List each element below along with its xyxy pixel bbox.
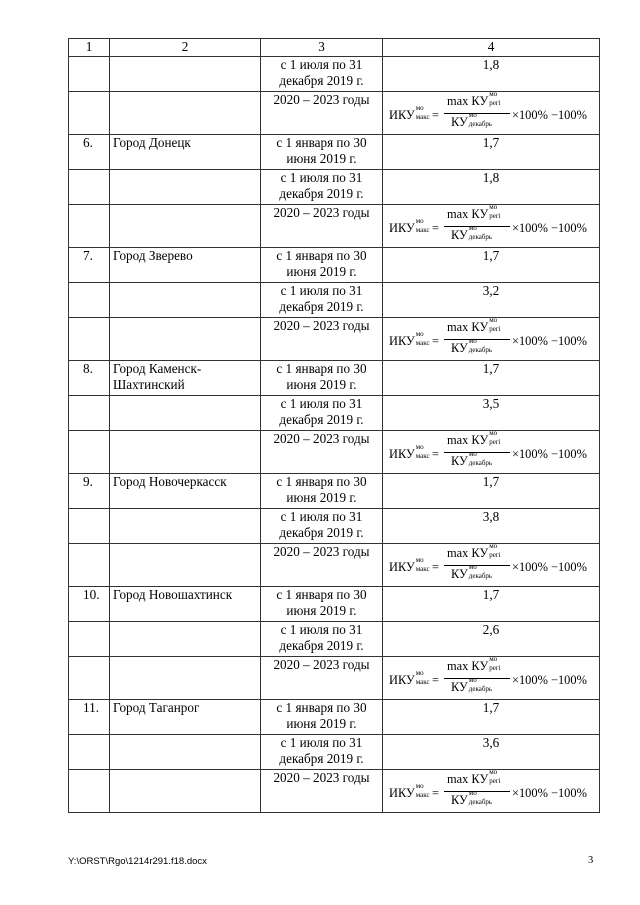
formula-numerator-text: max КУ	[447, 93, 489, 108]
formula-numerator	[447, 315, 501, 336]
formula-denominator	[451, 110, 493, 131]
formula-cell	[383, 543, 600, 586]
formula-lhs-text: ИКУ	[389, 107, 415, 122]
formula-lhs-indices	[416, 105, 430, 121]
formula-lhs-subscript: макс	[415, 790, 430, 799]
index-value: 1,8	[383, 56, 600, 91]
row-number	[69, 734, 110, 769]
index-value: 1,8	[383, 169, 600, 204]
row-number: 10.	[69, 586, 110, 621]
formula-multiplier	[512, 559, 587, 576]
formula-equals-text: =	[432, 785, 439, 800]
municipality-name	[110, 169, 261, 204]
formula-lhs-subscript: макс	[415, 338, 430, 347]
formula-denominator-superscript: мо	[468, 449, 477, 458]
municipality-name	[110, 543, 261, 586]
fraction-bar	[444, 678, 510, 679]
formula-numerator-subscript: регi	[489, 324, 501, 333]
municipality-name	[110, 56, 261, 91]
formula-numerator-subscript: регi	[489, 550, 501, 559]
period: с 1 января по 30 июня 2019 г.	[261, 134, 383, 169]
formula-lhs	[389, 442, 430, 463]
formula-cell	[383, 769, 600, 812]
table-row	[69, 134, 600, 169]
formula-lhs-indices	[416, 331, 430, 347]
formula-cell	[383, 204, 600, 247]
period: с 1 июля по 31 декабря 2019 г.	[261, 282, 383, 317]
fraction-bar	[444, 565, 510, 566]
formula-lhs-superscript: мо	[415, 329, 424, 338]
formula-denominator-indices	[469, 338, 492, 354]
formula-denominator-subscript: декабрь	[468, 797, 493, 806]
formula-lhs-indices	[416, 670, 430, 686]
row-number	[69, 91, 110, 134]
formula-lhs	[389, 216, 430, 237]
formula-lhs-indices	[416, 218, 430, 234]
municipality-name: Город Таганрог	[110, 699, 261, 734]
formula-denominator-subscript: декабрь	[468, 232, 493, 241]
municipality-name	[110, 734, 261, 769]
formula-lhs-superscript: мо	[415, 103, 424, 112]
formula-numerator	[447, 202, 501, 223]
formula-numerator-indices	[489, 543, 500, 559]
formula-lhs-subscript: макс	[415, 451, 430, 460]
row-number	[69, 395, 110, 430]
formula-numerator-text: max КУ	[447, 545, 489, 560]
formula-numerator-indices	[489, 317, 500, 333]
formula-numerator-superscript: мо	[489, 654, 498, 663]
formula-lhs-text: ИКУ	[389, 333, 415, 348]
formula-denominator	[451, 449, 493, 470]
formula-numerator-indices	[489, 430, 500, 446]
period: с 1 января по 30 июня 2019 г.	[261, 247, 383, 282]
municipality-name	[110, 430, 261, 473]
formula-denominator-text: КУ	[451, 114, 468, 129]
formula-lhs	[389, 555, 430, 576]
ikumax-formula	[383, 89, 599, 132]
formula-denominator-subscript: декабрь	[468, 458, 493, 467]
formula-equals	[432, 559, 439, 576]
period: 2020 – 2023 годы	[261, 656, 383, 699]
formula-equals	[432, 220, 439, 237]
formula-lhs-subscript: макс	[415, 225, 430, 234]
formula-cell	[383, 317, 600, 360]
formula-denominator-indices	[469, 790, 492, 806]
formula-denominator-indices	[469, 225, 492, 241]
table-row	[69, 360, 600, 395]
formula-denominator-subscript: декабрь	[468, 571, 493, 580]
formula-lhs-indices	[416, 557, 430, 573]
table-row	[69, 769, 600, 812]
column-number: 3	[261, 39, 383, 57]
municipality-name: Город Донецк	[110, 134, 261, 169]
formula-numerator-text: max КУ	[447, 319, 489, 334]
row-number: 7.	[69, 247, 110, 282]
formula-lhs-indices	[416, 783, 430, 799]
formula-multiplier-text: ×100% −100%	[512, 333, 587, 348]
formula-cell	[383, 656, 600, 699]
municipality-name: Город Каменск-Шахтинский	[110, 360, 261, 395]
row-number: 6.	[69, 134, 110, 169]
index-value: 3,6	[383, 734, 600, 769]
period: с 1 января по 30 июня 2019 г.	[261, 473, 383, 508]
row-number	[69, 769, 110, 812]
footer-file-path: Y:\ORST\Rgo\1214r291.f18.docx	[68, 856, 207, 867]
formula-multiplier	[512, 672, 587, 689]
table-row	[69, 734, 600, 769]
table-row	[69, 473, 600, 508]
formula-denominator-text: КУ	[451, 679, 468, 694]
row-number	[69, 508, 110, 543]
formula-numerator-superscript: мо	[489, 315, 498, 324]
row-number	[69, 204, 110, 247]
formula-denominator-indices	[469, 112, 492, 128]
formula-equals-text: =	[432, 107, 439, 122]
index-value: 1,7	[383, 134, 600, 169]
municipality-name	[110, 317, 261, 360]
period: с 1 января по 30 июня 2019 г.	[261, 586, 383, 621]
formula-equals	[432, 785, 439, 802]
fraction-bar	[444, 113, 510, 114]
formula-equals-text: =	[432, 559, 439, 574]
fraction-bar	[444, 339, 510, 340]
table-row	[69, 91, 600, 134]
formula-multiplier	[512, 333, 587, 350]
table-row	[69, 543, 600, 586]
municipality-name: Город Зверево	[110, 247, 261, 282]
row-number	[69, 169, 110, 204]
table-row	[69, 247, 600, 282]
formula-numerator	[447, 428, 501, 449]
period: с 1 июля по 31 декабря 2019 г.	[261, 56, 383, 91]
table-row	[69, 282, 600, 317]
index-value: 3,5	[383, 395, 600, 430]
formula-equals-text: =	[432, 220, 439, 235]
formula-numerator-superscript: мо	[489, 89, 498, 98]
formula-numerator-subscript: регi	[489, 437, 501, 446]
column-number: 1	[69, 39, 110, 57]
index-value: 1,7	[383, 360, 600, 395]
table-row	[69, 56, 600, 91]
formula-denominator	[451, 675, 493, 696]
formula-multiplier-text: ×100% −100%	[512, 672, 587, 687]
period: 2020 – 2023 годы	[261, 204, 383, 247]
formula-denominator	[451, 562, 493, 583]
formula-lhs-subscript: макс	[415, 112, 430, 121]
formula-numerator-text: max КУ	[447, 771, 489, 786]
formula-numerator-text: max КУ	[447, 432, 489, 447]
municipality-name	[110, 621, 261, 656]
formula-multiplier-text: ×100% −100%	[512, 446, 587, 461]
index-value: 3,2	[383, 282, 600, 317]
formula-numerator-text: max КУ	[447, 658, 489, 673]
formula-numerator-subscript: регi	[489, 663, 501, 672]
formula-denominator-superscript: мо	[468, 675, 477, 684]
table-row	[69, 430, 600, 473]
period: с 1 июля по 31 декабря 2019 г.	[261, 734, 383, 769]
municipality-name	[110, 204, 261, 247]
formula-numerator	[447, 654, 501, 675]
formula-numerator	[447, 541, 501, 562]
row-number	[69, 430, 110, 473]
formula-denominator-superscript: мо	[468, 788, 477, 797]
formula-denominator	[451, 336, 493, 357]
municipality-name	[110, 282, 261, 317]
table-row	[69, 317, 600, 360]
formula-lhs-text: ИКУ	[389, 672, 415, 687]
ikumax-formula	[383, 541, 599, 584]
period: 2020 – 2023 годы	[261, 430, 383, 473]
formula-lhs	[389, 329, 430, 350]
formula-denominator-subscript: декабрь	[468, 684, 493, 693]
table-row	[69, 204, 600, 247]
table-row	[69, 169, 600, 204]
formula-denominator	[451, 223, 493, 244]
tariff-table	[68, 38, 600, 813]
municipality-name	[110, 508, 261, 543]
table-row	[69, 699, 600, 734]
formula-lhs-superscript: мо	[415, 216, 424, 225]
table-row	[69, 395, 600, 430]
formula-denominator-text: КУ	[451, 340, 468, 355]
formula-numerator-subscript: регi	[489, 98, 501, 107]
formula-lhs-subscript: макс	[415, 564, 430, 573]
formula-multiplier	[512, 220, 587, 237]
formula-equals	[432, 446, 439, 463]
period: 2020 – 2023 годы	[261, 91, 383, 134]
row-number	[69, 56, 110, 91]
municipality-name	[110, 395, 261, 430]
row-number	[69, 656, 110, 699]
fraction-bar	[444, 791, 510, 792]
index-value: 1,7	[383, 473, 600, 508]
fraction-bar	[444, 452, 510, 453]
formula-denominator-text: КУ	[451, 453, 468, 468]
period: с 1 января по 30 июня 2019 г.	[261, 360, 383, 395]
period: с 1 июля по 31 декабря 2019 г.	[261, 169, 383, 204]
formula-equals-text: =	[432, 446, 439, 461]
formula-numerator-indices	[489, 769, 500, 785]
table-row	[69, 656, 600, 699]
formula-lhs-text: ИКУ	[389, 220, 415, 235]
row-number: 8.	[69, 360, 110, 395]
formula-numerator	[447, 767, 501, 788]
formula-lhs-superscript: мо	[415, 555, 424, 564]
row-number	[69, 317, 110, 360]
formula-numerator-superscript: мо	[489, 767, 498, 776]
formula-lhs-superscript: мо	[415, 781, 424, 790]
column-number: 4	[383, 39, 600, 57]
period: 2020 – 2023 годы	[261, 543, 383, 586]
fraction-bar	[444, 226, 510, 227]
formula-numerator-indices	[489, 656, 500, 672]
page-number: 3	[588, 855, 594, 866]
formula-denominator-text: КУ	[451, 566, 468, 581]
index-value: 2,6	[383, 621, 600, 656]
formula-lhs	[389, 103, 430, 124]
period: с 1 июля по 31 декабря 2019 г.	[261, 395, 383, 430]
index-value: 1,7	[383, 699, 600, 734]
municipality-name: Город Новошахтинск	[110, 586, 261, 621]
formula-numerator-superscript: мо	[489, 428, 498, 437]
formula-multiplier-text: ×100% −100%	[512, 107, 587, 122]
formula-cell	[383, 91, 600, 134]
formula-lhs-subscript: макс	[415, 677, 430, 686]
row-number: 9.	[69, 473, 110, 508]
municipality-name	[110, 91, 261, 134]
formula-equals-text: =	[432, 333, 439, 348]
row-number	[69, 621, 110, 656]
formula-multiplier-text: ×100% −100%	[512, 559, 587, 574]
ikumax-formula	[383, 315, 599, 358]
period: 2020 – 2023 годы	[261, 769, 383, 812]
formula-lhs-superscript: мо	[415, 668, 424, 677]
index-value: 3,8	[383, 508, 600, 543]
formula-lhs-text: ИКУ	[389, 446, 415, 461]
formula-denominator-superscript: мо	[468, 110, 477, 119]
ikumax-formula	[383, 767, 599, 810]
municipality-name: Город Новочеркасск	[110, 473, 261, 508]
formula-denominator-subscript: декабрь	[468, 345, 493, 354]
formula-lhs-text: ИКУ	[389, 785, 415, 800]
formula-equals	[432, 107, 439, 124]
formula-denominator-indices	[469, 564, 492, 580]
period: с 1 января по 30 июня 2019 г.	[261, 699, 383, 734]
period: 2020 – 2023 годы	[261, 317, 383, 360]
formula-lhs	[389, 781, 430, 802]
index-value: 1,7	[383, 247, 600, 282]
formula-cell	[383, 430, 600, 473]
formula-numerator-indices	[489, 204, 500, 220]
formula-denominator-indices	[469, 451, 492, 467]
formula-equals	[432, 333, 439, 350]
row-number	[69, 543, 110, 586]
formula-multiplier	[512, 785, 587, 802]
formula-multiplier-text: ×100% −100%	[512, 220, 587, 235]
period: с 1 июля по 31 декабря 2019 г.	[261, 621, 383, 656]
column-number-row	[69, 39, 600, 57]
formula-equals	[432, 672, 439, 689]
row-number	[69, 282, 110, 317]
formula-denominator-superscript: мо	[468, 562, 477, 571]
ikumax-formula	[383, 654, 599, 697]
table-row	[69, 586, 600, 621]
formula-multiplier	[512, 446, 587, 463]
formula-lhs	[389, 668, 430, 689]
period: с 1 июля по 31 декабря 2019 г.	[261, 508, 383, 543]
table-row	[69, 621, 600, 656]
formula-denominator-superscript: мо	[468, 223, 477, 232]
formula-numerator-subscript: регi	[489, 776, 501, 785]
formula-numerator-indices	[489, 91, 500, 107]
formula-numerator-superscript: мо	[489, 202, 498, 211]
row-number: 11.	[69, 699, 110, 734]
formula-multiplier	[512, 107, 587, 124]
municipality-name	[110, 769, 261, 812]
formula-numerator	[447, 89, 501, 110]
ikumax-formula	[383, 202, 599, 245]
formula-denominator-superscript: мо	[468, 336, 477, 345]
column-number: 2	[110, 39, 261, 57]
formula-numerator-text: max КУ	[447, 206, 489, 221]
formula-multiplier-text: ×100% −100%	[512, 785, 587, 800]
index-value: 1,7	[383, 586, 600, 621]
formula-denominator	[451, 788, 493, 809]
formula-lhs-superscript: мо	[415, 442, 424, 451]
formula-denominator-subscript: декабрь	[468, 119, 493, 128]
formula-numerator-superscript: мо	[489, 541, 498, 550]
formula-lhs-text: ИКУ	[389, 559, 415, 574]
formula-denominator-text: КУ	[451, 227, 468, 242]
formula-denominator-text: КУ	[451, 792, 468, 807]
tariff-table-body	[69, 39, 600, 813]
municipality-name	[110, 656, 261, 699]
table-row	[69, 508, 600, 543]
formula-numerator-subscript: регi	[489, 211, 501, 220]
formula-denominator-indices	[469, 677, 492, 693]
ikumax-formula	[383, 428, 599, 471]
formula-lhs-indices	[416, 444, 430, 460]
formula-equals-text: =	[432, 672, 439, 687]
